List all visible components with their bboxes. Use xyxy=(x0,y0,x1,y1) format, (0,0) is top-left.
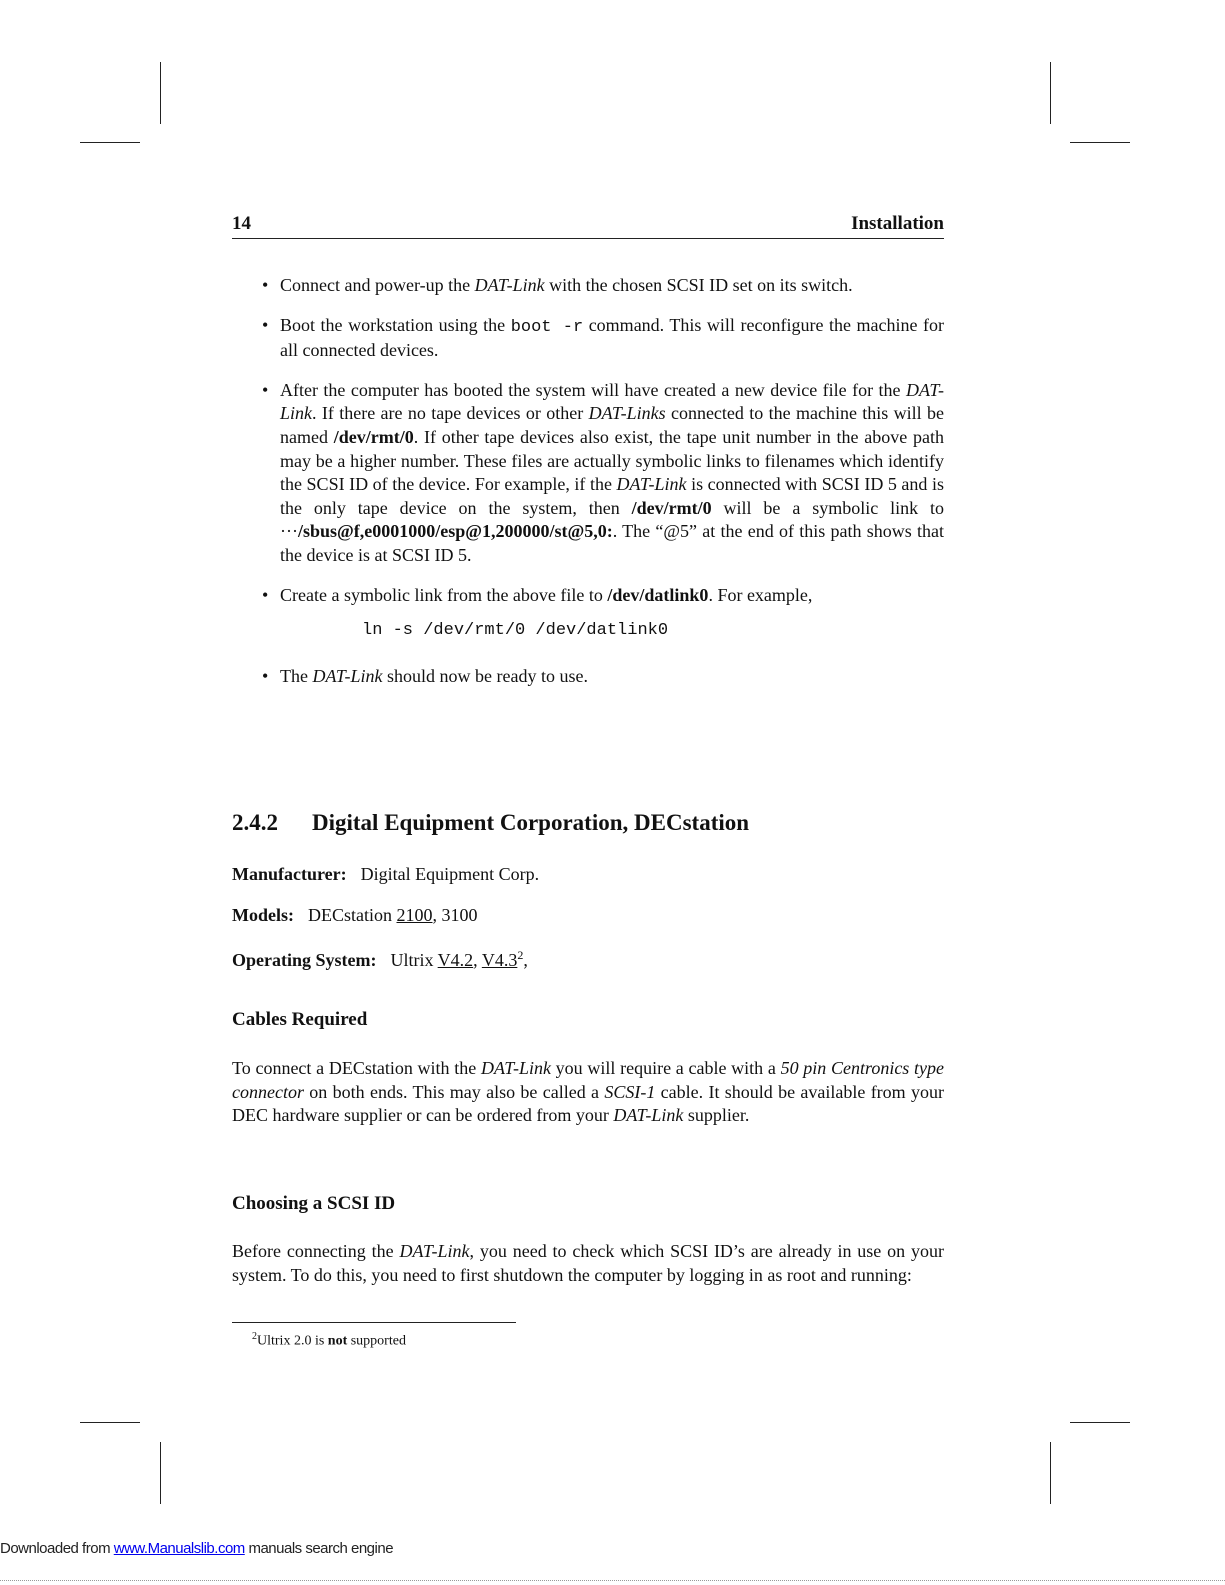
section-heading xyxy=(232,808,944,838)
bullet-list xyxy=(232,274,944,704)
device-path: /dev/datlink0 xyxy=(607,584,709,605)
field-label: Models: xyxy=(232,905,294,925)
crop-mark xyxy=(80,1422,140,1423)
page-number: 14 xyxy=(232,213,251,234)
inline-code: boot -r xyxy=(510,317,584,337)
footnote-mark: 2 xyxy=(252,1331,257,1342)
device-path: /dev/rmt/0 xyxy=(631,497,712,518)
divider xyxy=(0,1580,1225,1581)
code-example: ln -s /dev/rmt/0 /dev/datlink0 xyxy=(362,621,669,641)
list-item: • After the computer has booted the system will have created a new device file for the DAT-Link. If there are no tape devices or other DAT-Links connected to the machine this will be named /dev/rmt/0. If other tape devices also exist, the tape unit number in the above path may be a higher number. These files are actually symbolic links to filenames which identify the SCSI ID of the device. For example, if the DAT-Link is connected with SCSI ID 5 and is the only tape device on the system, then /dev/rmt/0 will be a symbolic link to ···/sbus@f,e0001000/esp@1,200000/st@5,0:. The “@5” at the end of this path shows that the device is at SCSI ID 5. xyxy=(262,379,945,565)
crop-mark xyxy=(1070,1422,1130,1423)
bullet-icon: • xyxy=(262,379,269,400)
models-field: Models: DECstation 2100, 3100 xyxy=(232,905,478,925)
device-path: /sbus@f,e0001000/esp@1,200000/st@5,0: xyxy=(297,521,613,542)
cables-paragraph: To connect a DECstation with the DAT-Link you will require a cable with a 50 pin Centronics type connector on both ends. This may also be called a SCSI-1 cable. It should be available from your DEC hardware supplier or can be ordered from your DAT-Link supplier. xyxy=(232,1058,945,1126)
footnote-ref: 2 xyxy=(517,948,524,962)
scsi-paragraph: Before connecting the DAT-Link, you need to check which SCSI ID’s are already in use on your system. To do this, you need to first shutdown the computer by logging in as root and running: xyxy=(232,1241,944,1285)
list-item: • The DAT-Link should now be ready to use. xyxy=(232,665,944,689)
os-field: Operating System: Ultrix V4.2, $V4.3^2$, xyxy=(232,948,528,970)
subsection-heading: Choosing a SCSI ID xyxy=(232,1193,396,1214)
field-label: Operating System: xyxy=(232,950,377,970)
crop-mark xyxy=(160,62,161,124)
bullet-icon: • xyxy=(262,665,269,686)
field-label: Manufacturer: xyxy=(232,864,347,884)
section-number: 2.4.2 xyxy=(232,810,278,835)
crop-mark xyxy=(1070,142,1130,143)
list-item: • Boot the workstation using the boot -r command. This will reconfigure the machine for all connected devices. xyxy=(262,314,944,361)
device-path: /dev/rmt/0 xyxy=(333,426,414,447)
download-footer: Downloaded from www.Manualslib.com manuals search engine xyxy=(0,1540,394,1557)
crop-mark xyxy=(80,142,140,143)
bullet-icon: • xyxy=(262,275,269,295)
list-item: • Connect and power-up the DAT-Link with the chosen SCSI ID set on its switch. xyxy=(232,274,944,298)
crop-mark xyxy=(1050,1442,1051,1504)
bullet-icon: • xyxy=(262,584,269,605)
footnote-rule xyxy=(232,1322,516,1323)
section-title: Digital Equipment Corporation, DECstation xyxy=(312,810,750,835)
manufacturer-field xyxy=(232,862,539,886)
manualslib-link[interactable]: www.Manualslib.com xyxy=(113,1540,245,1557)
crop-mark xyxy=(160,1442,161,1504)
chapter-title: Installation xyxy=(851,213,944,234)
footnote: $^2$Ultrix 2.0 is not supported xyxy=(252,1331,406,1349)
running-header xyxy=(232,212,944,239)
crop-mark xyxy=(1050,62,1051,124)
list-item: • Create a symbolic link from the above file to /dev/datlink0. For example, xyxy=(232,584,944,608)
bullet-icon: • xyxy=(262,314,269,335)
field-value: Digital Equipment Corp. xyxy=(360,864,540,884)
subsection-heading: Cables Required xyxy=(232,1009,368,1030)
